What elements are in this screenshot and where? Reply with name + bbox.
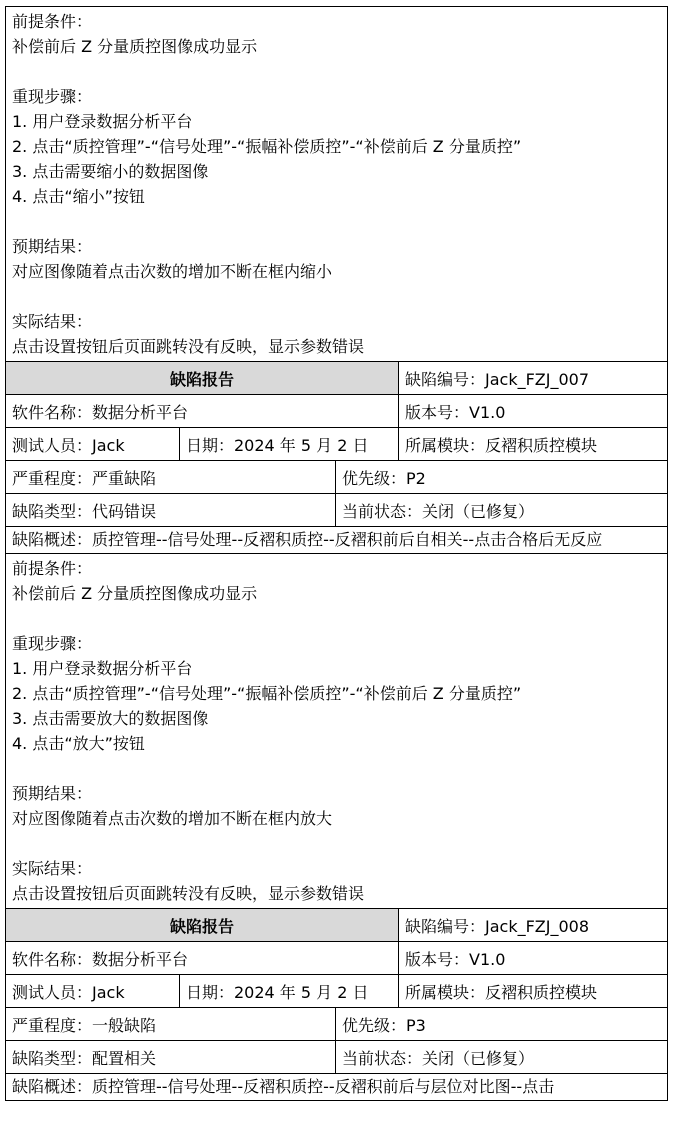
report-header-row: [6, 909, 667, 942]
actual-text: 点击设置按钮后页面跳转没有反映，显示参数错误: [12, 884, 365, 903]
step-item: 3. 点击需要缩小的数据图像: [12, 162, 209, 181]
preconditions-text: 补偿前后 Z 分量质控图像成功显示: [12, 584, 258, 603]
actual-title: 实际结果：: [12, 859, 93, 878]
step-item: 2. 点击“质控管理”-“信号处理”-“振幅补偿质控”-“补偿前后 Z 分量质控”: [12, 684, 522, 703]
step-item: 2. 点击“质控管理”-“信号处理”-“振幅补偿质控”-“补偿前后 Z 分量质控”: [12, 137, 522, 156]
software-row: [6, 942, 667, 975]
step-item: 1. 用户登录数据分析平台: [12, 659, 193, 678]
steps-title: 重现步骤：: [12, 634, 93, 653]
defect-id: 缺陷编号：Jack_FZJ_008: [398, 909, 667, 941]
defect-type: 缺陷类型：配置相关: [12, 1048, 157, 1068]
defect-id: 缺陷编号：Jack_FZJ_007: [398, 362, 667, 394]
defect-type: 缺陷类型：代码错误: [12, 501, 157, 521]
current-status: 当前状态：关闭（已修复）: [335, 1041, 667, 1073]
severity: 严重程度：严重缺陷: [12, 468, 157, 488]
software-row: [6, 395, 667, 428]
tester: 测试人员：Jack: [12, 435, 125, 455]
actual-title: 实际结果：: [12, 312, 93, 331]
step-item: 3. 点击需要放大的数据图像: [12, 709, 209, 728]
report-details-block: [6, 7, 667, 362]
type-row: [6, 494, 667, 527]
report-details-block: [6, 554, 667, 909]
tester-row: [6, 428, 667, 461]
severity-row: [6, 1008, 667, 1041]
severity: 严重程度：一般缺陷: [12, 1015, 157, 1035]
tester: 测试人员：Jack: [12, 982, 125, 1002]
module: 所属模块：反褶积质控模块: [398, 428, 667, 460]
report-header: 缺陷报告: [6, 362, 398, 394]
date: 日期：2024 年 5 月 2 日: [179, 975, 398, 1007]
version: 版本号：V1.0: [398, 942, 667, 974]
step-item: 1. 用户登录数据分析平台: [12, 112, 193, 131]
software-name: 软件名称：数据分析平台: [12, 949, 189, 969]
type-row: [6, 1041, 667, 1074]
date: 日期：2024 年 5 月 2 日: [179, 428, 398, 460]
steps-title: 重现步骤：: [12, 87, 93, 106]
expected-text: 对应图像随着点击次数的增加不断在框内放大: [12, 809, 333, 828]
severity-row: [6, 461, 667, 494]
preconditions-title: 前提条件：: [12, 559, 93, 578]
expected-title: 预期结果：: [12, 237, 93, 256]
tester-row: [6, 975, 667, 1008]
defect-summary: 缺陷概述：质控管理--信号处理--反褶积质控--反褶积前后自相关--点击合格后无反应: [6, 527, 667, 554]
priority: 优先级：P3: [335, 1008, 667, 1040]
defect-report-document: [5, 6, 668, 1101]
expected-title: 预期结果：: [12, 784, 93, 803]
preconditions-title: 前提条件：: [12, 12, 93, 31]
preconditions-text: 补偿前后 Z 分量质控图像成功显示: [12, 37, 258, 56]
step-item: 4. 点击“缩小”按钮: [12, 187, 145, 206]
module: 所属模块：反褶积质控模块: [398, 975, 667, 1007]
actual-text: 点击设置按钮后页面跳转没有反映，显示参数错误: [12, 337, 365, 356]
software-name: 软件名称：数据分析平台: [12, 402, 189, 422]
current-status: 当前状态：关闭（已修复）: [335, 494, 667, 526]
defect-summary: 缺陷概述：质控管理--信号处理--反褶积质控--反褶积前后与层位对比图--点击: [6, 1074, 667, 1101]
report-header-row: [6, 362, 667, 395]
priority: 优先级：P2: [335, 461, 667, 493]
report-header: 缺陷报告: [6, 909, 398, 941]
version: 版本号：V1.0: [398, 395, 667, 427]
expected-text: 对应图像随着点击次数的增加不断在框内缩小: [12, 262, 333, 281]
step-item: 4. 点击“放大”按钮: [12, 734, 145, 753]
